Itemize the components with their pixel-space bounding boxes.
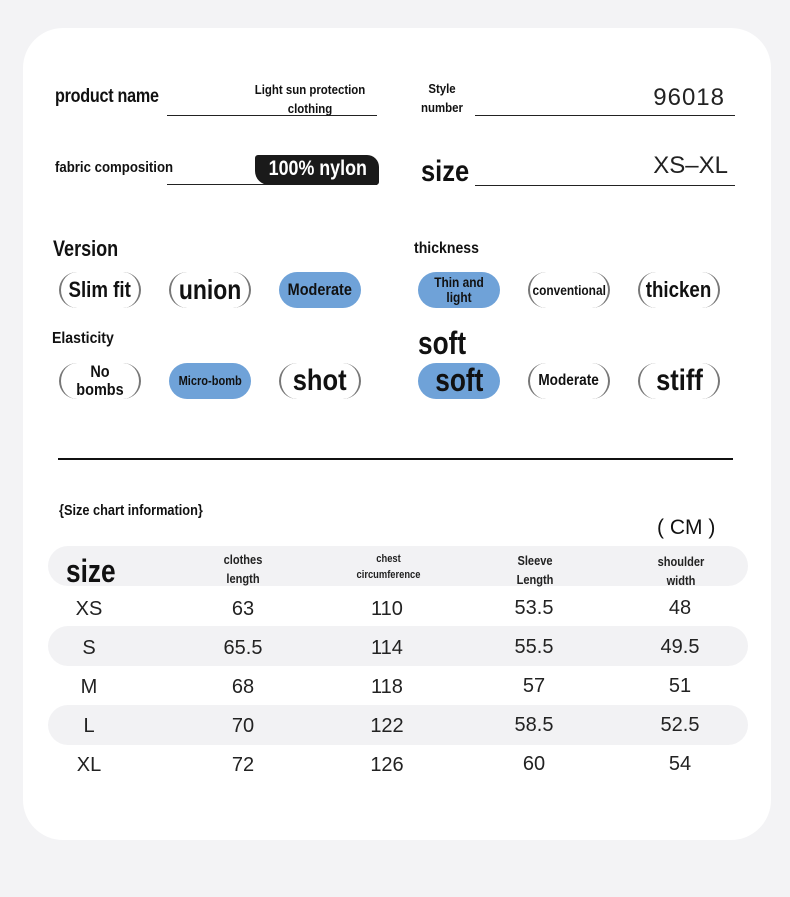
table-cell: 114 — [371, 637, 403, 659]
style-number-label: Style number — [421, 81, 463, 115]
product-name-value: Light sun protection clothing — [254, 82, 366, 116]
table-cell: 54 — [668, 753, 692, 775]
table-cell: 110 — [371, 598, 403, 620]
thickness-option-thin-and-light[interactable]: Thin and light — [418, 272, 500, 308]
table-header-shoulder-width: shoulder width — [657, 554, 705, 588]
table-cell: L — [83, 715, 95, 737]
table-cell: 70 — [231, 715, 255, 737]
table-cell: 60 — [522, 753, 546, 775]
size-range-value: XS–XL — [653, 152, 728, 179]
elasticity-option-shot[interactable]: shot — [279, 363, 361, 399]
table-cell: 72 — [231, 754, 255, 776]
table-cell: 51 — [668, 675, 692, 697]
table-header-sleeve-length: Sleeve Length — [516, 553, 554, 587]
table-cell: 53.5 — [514, 597, 554, 619]
size-underline — [475, 185, 735, 186]
table-cell: 55.5 — [514, 636, 554, 658]
table-header-size: size — [66, 553, 116, 589]
thickness-option-conventional[interactable]: conventional — [528, 272, 610, 308]
table-cell: 122 — [370, 715, 404, 737]
style-number-value: 96018 — [653, 84, 725, 111]
table-header-chest-circumference: chest circumference — [356, 553, 420, 581]
table-cell: 126 — [370, 754, 404, 776]
size-chart-unit: ( CM ) — [657, 516, 716, 539]
table-cell: M — [80, 676, 98, 698]
table-cell: 63 — [231, 598, 255, 620]
thickness-option-thicken[interactable]: thicken — [638, 272, 720, 308]
table-cell: 48 — [668, 597, 692, 619]
size-label: size — [421, 155, 470, 188]
elasticity-label: Elasticity — [52, 330, 114, 347]
version-label: Version — [53, 236, 119, 261]
elasticity-option-no-bombs[interactable]: No bombs — [59, 363, 141, 399]
table-cell: 52.5 — [660, 714, 700, 736]
table-cell: 118 — [371, 676, 403, 698]
table-cell: XL — [76, 754, 102, 776]
product-name-label: product name — [55, 86, 159, 107]
version-option-slim-fit[interactable]: Slim fit — [59, 272, 141, 308]
size-chart-title: {Size chart information} — [59, 502, 203, 519]
softness-label: soft — [418, 325, 467, 361]
fabric-value: 100% nylon — [268, 157, 368, 180]
softness-option-stiff[interactable]: stiff — [638, 363, 720, 399]
table-cell: 49.5 — [660, 636, 700, 658]
fabric-label: fabric composition — [55, 159, 174, 176]
section-divider — [58, 458, 733, 460]
softness-option-moderate[interactable]: Moderate — [528, 363, 610, 399]
table-cell: S — [82, 637, 96, 659]
table-cell: 58.5 — [514, 714, 554, 736]
elasticity-option-micro-bomb[interactable]: Micro-bomb — [169, 363, 251, 399]
table-cell: 68 — [231, 676, 255, 698]
thickness-label: thickness — [414, 240, 479, 257]
softness-option-soft[interactable]: soft — [418, 363, 500, 399]
version-option-moderate[interactable]: Moderate — [279, 272, 361, 308]
table-cell: 65.5 — [223, 637, 263, 659]
version-option-union[interactable]: union — [169, 272, 251, 308]
table-header-clothes-length: clothes length — [223, 552, 263, 586]
table-cell: XS — [75, 598, 103, 620]
style-number-underline — [475, 115, 735, 116]
table-cell: 57 — [522, 675, 546, 697]
